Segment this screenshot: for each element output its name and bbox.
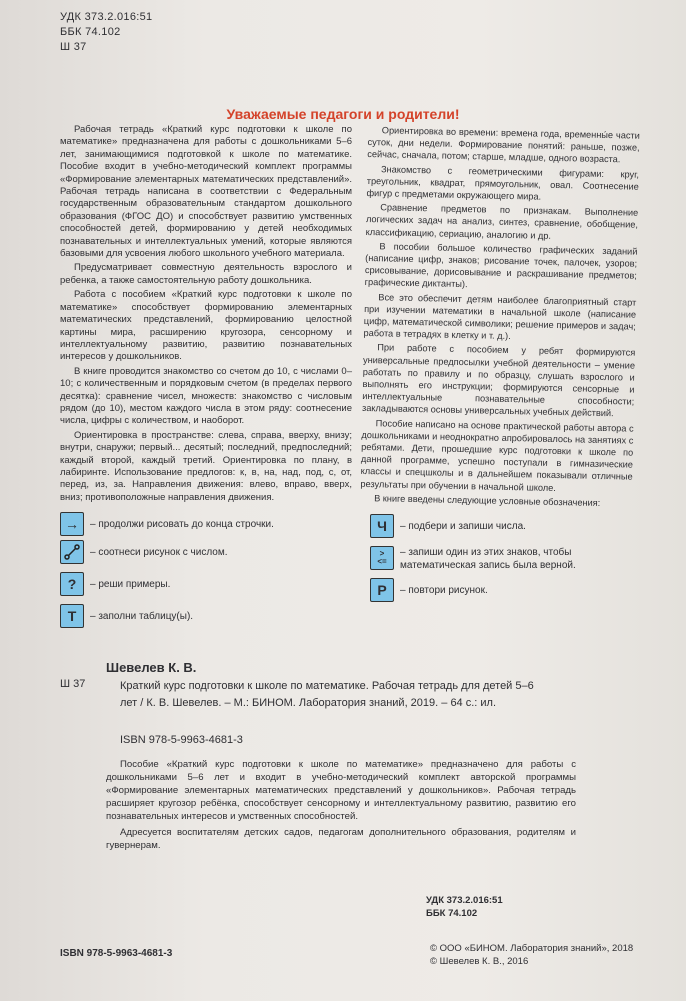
paragraph: При работе с пособием у ребят формируются универсальные предпосылки учебной деятельности – умение работать по правилу и по образцу, слушать взрослого и выполнять его инструкции; формируются сенсорные и интеллектуальные познавательные способности; закладываются основы универсальных учебных действий.: [361, 342, 636, 419]
bbk-code: ББК 74.102: [426, 908, 478, 919]
legend-text: – заполни таблицу(ы).: [90, 610, 194, 622]
legend-text: – реши примеры.: [90, 578, 171, 590]
copyright-line: © ООО «БИНОМ. Лаборатория знаний», 2018: [430, 943, 634, 954]
paragraph: Рабочая тетрадь «Краткий курс подготовки к школе по математике» предназначена для работы с дошкольниками 5–6 лет, занимающимися подготовкой к школе по математике. Пособие входит в учебно-методический комплект программы «Формирование элементарных математических представлений». Рабочая тетрадь написана в соответствии с Федеральным государственным образовательным стандартом дошкольного образования (ФГОС ДО) и способствует развитию умственных способностей детей, формированию у детей необходимых познавательных и интеллектуальных умений, которые являются базовыми для усвоения любого школьного учебного материала.: [60, 124, 352, 260]
udk-code: УДК 373.2.016:51: [426, 895, 503, 906]
author-code: Ш 37: [60, 678, 86, 690]
compare-icon: > <=: [370, 546, 394, 570]
paragraph: Все это обеспечит детям наиболее благоприятный старт при изучении математики в начальной школе (написание цифр, математической символики; решение примеров и задач; работа в тетрадях в клетку и т. д.).: [363, 291, 637, 342]
number-icon: Ч: [370, 514, 394, 538]
paragraph: Ориентировка в пространстве: слева, справа, вверху, внизу; внутри, снаружи; первый... десятый; последний, предпоследний; каждый второй, каждый третий. Ориентировка по плану, в лабиринте. Использование предлогов: к, в, на, над, под, с, от, перед, из, за. Направления движения: влево, вправо, вверх, вниз; противоположные направления движения.: [60, 429, 352, 503]
annotation: [106, 758, 576, 855]
legend-item: [60, 540, 228, 564]
legend-text: – запиши один из этих знаков, чтобы математическая запись была верной.: [400, 547, 576, 571]
connect-icon: [60, 540, 84, 564]
footer-isbn: ISBN 978-5-9963-4681-3: [60, 948, 173, 959]
legend-item: [370, 546, 600, 572]
arrow-right-icon: →: [60, 512, 84, 536]
isbn-line: ISBN 978-5-9963-4681-3: [120, 734, 243, 746]
copyright-block: [430, 942, 633, 968]
paragraph: В пособии большое количество графических заданий (написание цифр, знаков; рисование точек, палочек, узоров; срисовывание, дорисовывание и раскрашивание предметов; графические диктанты).: [364, 241, 638, 290]
left-column: [60, 124, 352, 506]
legend-item: [370, 514, 526, 538]
legend-text: – подбери и запиши числа.: [400, 520, 526, 532]
classification-header: [60, 10, 152, 55]
right-column: [360, 124, 640, 512]
book-description: Краткий курс подготовки к школе по математике. Рабочая тетрадь для детей 5–6 лет / К. В. Шевелев. – М.: БИНОМ. Лаборатория знаний, 2019. – 64 с.: ил.: [120, 680, 534, 709]
paragraph: Предусматривает совместную деятельность взрослого и ребенка, а также самостоятельную работу дошкольника.: [60, 262, 352, 286]
paragraph: Адресуется воспитателям детских садов, педагогам дополнительного образования, родителям и гувернерам.: [106, 827, 576, 851]
legend-text: – продолжи рисовать до конца строчки.: [90, 518, 274, 530]
legend-item: [370, 578, 488, 602]
repeat-icon: Р: [370, 578, 394, 602]
legend-item: [60, 512, 274, 536]
paragraph: Работа с пособием «Краткий курс подготовки к школе по математике» способствует формированию элементарных математических представлений, формированию целостной картины мира, расширению кругозора, сенсорному и интеллектуальному развитию, развитию познавательных интересов у дошкольников.: [60, 289, 352, 363]
footer-classification: [426, 894, 503, 920]
table-icon: Т: [60, 604, 84, 628]
legend-item: [60, 572, 170, 596]
paragraph: Сравнение предметов по признакам. Выполнение логических задач на анализ, синтез, сравнение, обобщение, классификацию, сериацию, аналогию и др.: [365, 202, 639, 241]
bbk-code: ББК 74.102: [60, 26, 121, 38]
legend-item: [60, 604, 193, 628]
page-title: Уважаемые педагоги и родители!: [226, 106, 460, 122]
paragraph: Знакомство с геометрическими фигурами: круг, треугольник, квадрат, прямоугольник, овал. Соотнесение фигур с предметами окружающего мира.: [366, 163, 640, 202]
author-name: Шевелев К. В.: [106, 660, 197, 675]
copyright-line: © Шевелев К. В., 2016: [430, 956, 529, 967]
paragraph: Ориентировка во времени: времена года, временны́е части суток, дни недели. Формирование понятий: раньше, позже, сейчас, сначала, потом; старше, младше, одного возраста.: [367, 125, 640, 165]
legend-text: – повтори рисунок.: [400, 584, 488, 596]
paragraph: Пособие написано на основе практической работы автора с дошкольниками и неоднократно апробировалось на занятиях с ребятами. Дети, прошедшие курс подготовки к школе по данной программе, успешно поступали в гимназические классы и спецшколы и в дальнейшем показывали отличные результаты при обучении в начальной школе.: [360, 417, 634, 493]
question-icon: ?: [60, 572, 84, 596]
paragraph: В книге введены следующие условные обозначения:: [374, 493, 601, 508]
author-mark: Ш 37: [60, 41, 87, 53]
paragraph: Пособие «Краткий курс подготовки к школе по математике» предназначено для работы с дошкольниками 5–6 лет и входит в учебно-методический комплект авторской программы «Формирование элементарных математических представлений у дошкольников». Рабочая тетрадь расширяет кругозор ребёнка, способствует сенсорному и интеллектуальному развитию, развитию его познавательных интересов и умственных способностей.: [106, 759, 576, 822]
legend-text: – соотнеси рисунок с числом.: [90, 546, 228, 558]
paragraph: В книге проводится знакомство со счетом до 10, с числами 0–10; с количественным и порядковым счетом (в пределах первого десятка): сравнение чисел, множеств: знакомство с числовым рядом (до 10), местом каждого числа в этом ряду: соотнесение числа, цифры с количеством, и наоборот.: [60, 365, 352, 427]
udk-code: УДК 373.2.016:51: [60, 11, 153, 23]
